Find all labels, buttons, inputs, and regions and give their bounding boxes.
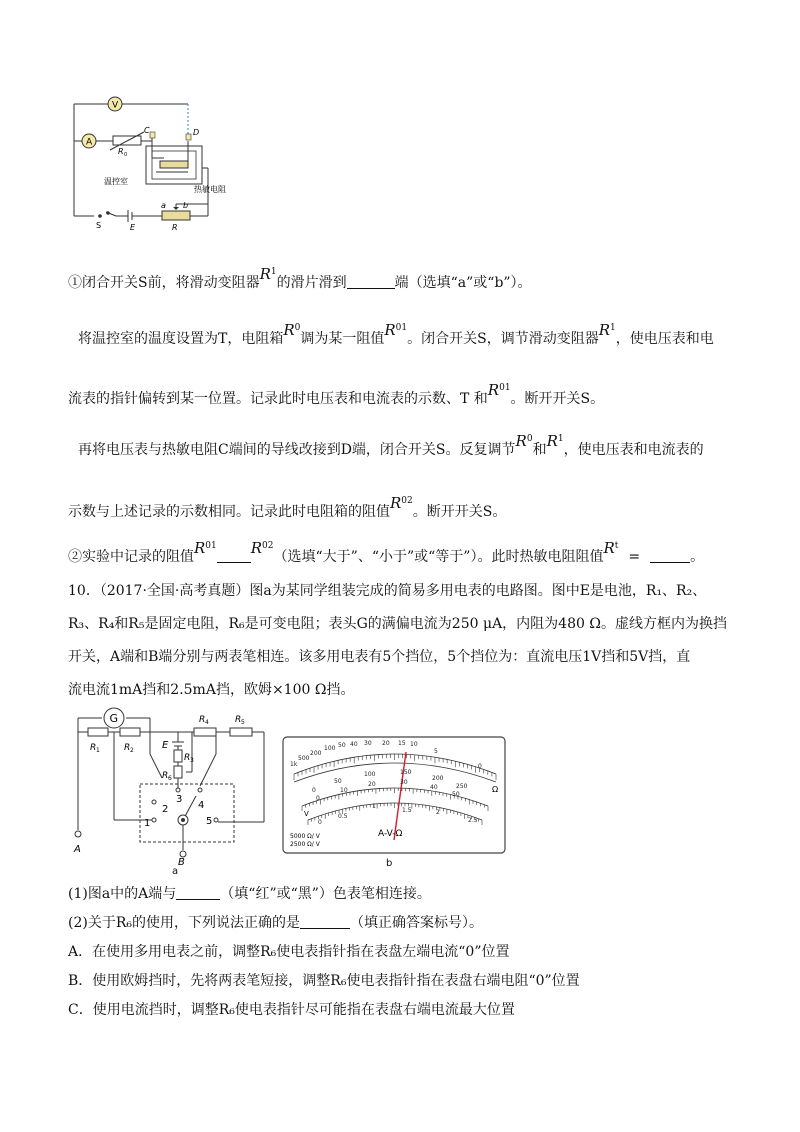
scale-50-10: 10 (340, 787, 348, 794)
r0-label: R (118, 147, 124, 156)
r5-sub: 5 (241, 719, 245, 726)
switch-pos-4: 4 (198, 800, 205, 811)
multimeter-circuit-figure (68, 702, 278, 870)
paragraph-2: 流表的指针偏转到某一位置。记录此时电压表和电流表的示数、T 和$R^{01}$。断开开关S。 (68, 381, 605, 407)
r2-sub: 2 (130, 747, 134, 754)
switch-pos-3: 3 (176, 794, 183, 805)
q10-sub1-blank (176, 885, 220, 900)
q1-text-pre: ①闭合开关S前，将滑动变阻器 (68, 275, 260, 291)
scale-250-200: 200 (432, 775, 444, 782)
ammeter-label: A (86, 137, 93, 148)
galvanometer-label: G (109, 712, 119, 725)
terminal-b-label: B (178, 857, 185, 868)
r0-sub: 0 (124, 152, 128, 158)
r2-label: R (124, 743, 131, 753)
switch-pos-5: 5 (206, 816, 213, 827)
scale-250-50: 50 (334, 778, 342, 785)
q10-sub-2: (2)关于R₆的使用，下列说法正确的是 （填正确答案标号）。 (68, 915, 483, 931)
q10-line-3: 开关，A端和B端分别与两表笔相连。该多用电表有5个挡位，5个挡位为：直流电压1V挡和5V挡，直 (68, 649, 691, 665)
q10-sub-1: (1)图a中的A端与 （填“红”或“黑”）色表笔相连接。 (68, 886, 431, 902)
switch-pos-2: 2 (162, 804, 169, 815)
ohm-tick-15: 15 (398, 740, 406, 747)
chamber-label: 温控室 (104, 177, 128, 186)
ohm-tick-5: 5 (434, 748, 438, 755)
ohm-tick-40: 40 (350, 741, 358, 748)
r4-sub: 4 (205, 719, 209, 726)
terminal-d-label: D (193, 128, 200, 137)
r4-label: R (199, 715, 206, 725)
r3-sub: 3 (190, 757, 194, 764)
terminal-a-label: A (74, 844, 81, 855)
scale-2.5-1.5: 1.5 (402, 807, 412, 814)
ohm-tick-200: 200 (310, 750, 322, 757)
scale-250-250: 250 (456, 783, 468, 790)
q10-line-4: 流电流1mA挡和2.5mA挡，欧姆×100 Ω挡。 (68, 682, 355, 698)
v-scale-label: V (304, 810, 309, 818)
scale-50-50: 50 (452, 791, 460, 798)
scale-2.5-0: 0 (318, 819, 322, 826)
terminal-c-label: C (144, 126, 150, 135)
q10-sub2-blank (300, 914, 350, 929)
ohm-symbol: Ω (492, 785, 499, 794)
scale-50-40: 40 (430, 784, 438, 791)
r5-label: R (235, 715, 242, 725)
thermistor-label: 热敏电阻 (194, 185, 226, 194)
option-c: C．使用电流挡时，调整R₆使电表指针尽可能指在表盘右端电流最大位置 (68, 1002, 515, 1018)
voltmeter-label: V (112, 100, 119, 111)
option-a: A．在使用多用电表之前，调整R₆使电表指针指在表盘左端电流“0”位置 (68, 944, 510, 960)
rheostat-label: R (172, 223, 178, 232)
r3-label: R (184, 753, 191, 763)
q2-resistance-blank (650, 548, 690, 563)
scale-2.5-0.5: 0.5 (338, 813, 348, 820)
scale-50-20: 20 (368, 781, 376, 788)
scale-50-0: 0 (316, 795, 320, 802)
q1-text-mid: 的滑片滑到 (276, 275, 347, 291)
sensitivity-2: 2500 Ω/ V (290, 841, 320, 848)
r6-sub: 6 (168, 775, 172, 782)
meter-model-label: A-V-Ω (378, 829, 403, 839)
scale-250-100: 100 (364, 771, 376, 778)
ohm-tick-100: 100 (324, 745, 336, 752)
figure-b-caption: b (386, 858, 393, 869)
ohm-tick-10: 10 (410, 741, 418, 748)
ohm-tick-0: 0 (478, 763, 482, 770)
meter-dial-figure (282, 736, 506, 854)
switch-pos-1: 1 (144, 818, 151, 829)
r6-label: R (162, 771, 169, 781)
battery-e-label: E (162, 740, 169, 751)
scale-2.5-2: 2 (436, 809, 440, 816)
q1-symbol: $R^1$ (259, 265, 277, 283)
q10-line-2: R₃、R₄和R₅是固定电阻，R₆是可变电阻；表头G的满偏电流为250 μA，内阻为480 Ω。虚线方框内为换挡 (68, 616, 727, 632)
thermistor-circuit-figure (68, 92, 248, 232)
scale-250-150: 150 (400, 769, 412, 776)
r1-label: R (90, 743, 97, 753)
q1-text-post: 端（选填“a”或“b”）。 (394, 275, 532, 291)
scale-50-30: 30 (400, 779, 408, 786)
paragraph-3: 再将电压表与热敏电阻C端间的导线改接到D端，闭合开关S。反复调节$R^0$和$R^1$，使电压表和电流表的 (78, 432, 704, 458)
ohm-tick-30: 30 (364, 740, 372, 747)
ohm-tick-1k: 1k (290, 761, 298, 768)
ohm-tick-20: 20 (382, 740, 390, 747)
rheostat-a-label: a (161, 201, 166, 210)
scale-2.5-2.5: 2.5 (468, 817, 478, 824)
battery-label: E (130, 223, 136, 232)
option-b: B．使用欧姆挡时，先将两表笔短接，调整R₆使电表指针指在表盘右端电阻“0”位置 (68, 973, 580, 989)
sensitivity-1: 5000 Ω/ V (290, 833, 320, 840)
q2-compare-blank (217, 548, 251, 563)
ohm-tick-50: 50 (338, 742, 346, 749)
figure-a-caption-text: a (172, 866, 179, 877)
question-1-line (68, 263, 532, 292)
q10-line-1: 10．（2017·全国·高考真题）图a为某同学组装完成的简易多用电表的电路图。图中E是电池，R₁、R₂、 (68, 583, 707, 599)
scale-250-0: 0 (312, 787, 316, 794)
r1-sub: 1 (96, 747, 100, 754)
scale-2.5-1: 1 (372, 803, 376, 810)
paragraph-4: 示数与上述记录的示数相同。记录此时电阻箱的阻值$R^{02}$。断开开关S。 (68, 494, 507, 520)
ohm-tick-500: 500 (298, 755, 310, 762)
q1-answer-blank (347, 274, 395, 289)
switch-label: S (96, 221, 102, 230)
question-2-line: ②实验中记录的阻值$R^{01}$ $R^{02}$（选填“大于”、“小于”或“等于”）。此时热敏电阻阻值$R^t=$ 。 (68, 539, 705, 565)
paragraph-1: 将温控室的温度设置为T，电阻箱$R^0$调为某一阻值$R^{01}$。闭合开关S，调节滑动变阻器$R^1$，使电压表和电 (78, 321, 714, 347)
rheostat-b-label: b (183, 201, 189, 210)
